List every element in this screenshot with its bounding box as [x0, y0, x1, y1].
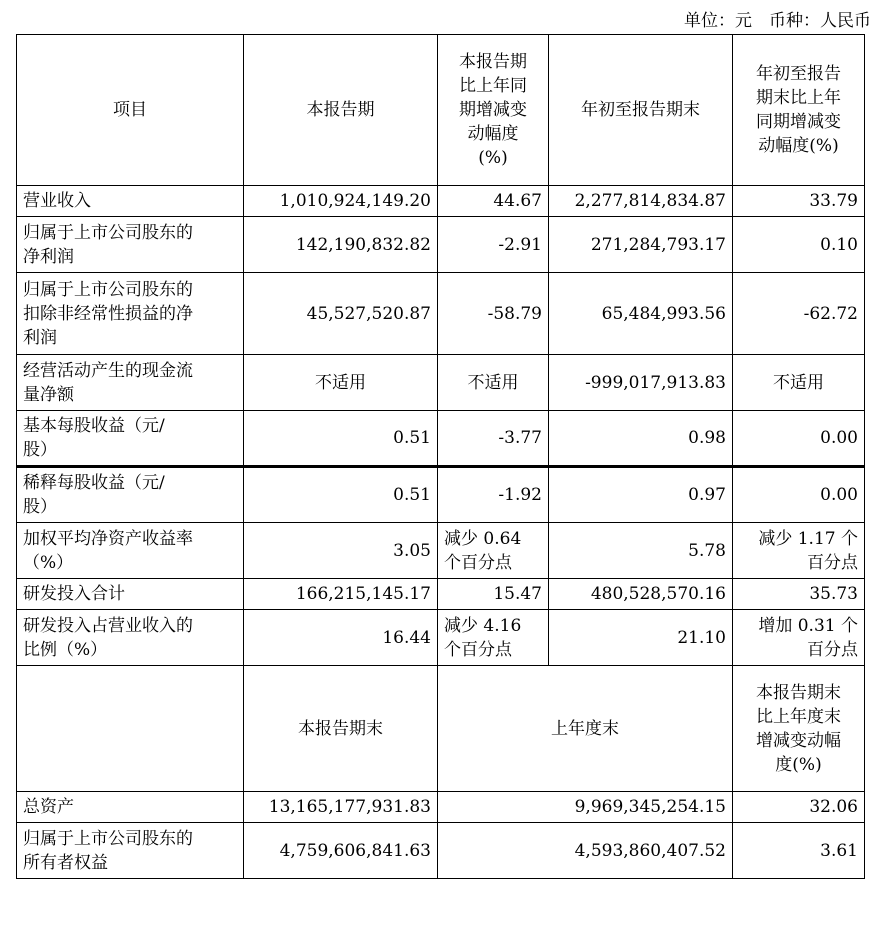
row-ytd: 271,284,793.17: [549, 217, 733, 273]
table-row: [17, 411, 865, 467]
row-current-change: 减少 0.64 个百分点: [438, 523, 549, 579]
row-ytd: 480,528,570.16: [549, 579, 733, 610]
table-row: [17, 579, 865, 610]
row-ytd: 0.98: [549, 411, 733, 467]
header-item: 项目: [17, 35, 244, 186]
row-ytd-change: 33.79: [733, 186, 865, 217]
header-prev-year-end: 上年度末: [438, 666, 733, 792]
row-current: 16.44: [244, 610, 438, 666]
row-current-change: 15.47: [438, 579, 549, 610]
row-current-change: 44.67: [438, 186, 549, 217]
row-item: 经营活动产生的现金流 量净额: [17, 355, 244, 411]
row-item: 归属于上市公司股东的 净利润: [17, 217, 244, 273]
table-row: [17, 467, 865, 523]
unit-currency-note: 单位：元 币种：人民币: [684, 11, 871, 31]
table-row: [17, 186, 865, 217]
row-period-end: 13,165,177,931.83: [244, 792, 438, 823]
row-ytd: 21.10: [549, 610, 733, 666]
header-period-end: 本报告期末: [244, 666, 438, 792]
row-change: 32.06: [733, 792, 865, 823]
row-current: 142,190,832.82: [244, 217, 438, 273]
row-item: 稀释每股收益（元/ 股）: [17, 467, 244, 523]
row-item: 基本每股收益（元/ 股）: [17, 411, 244, 467]
header-ytd: 年初至报告期末: [549, 35, 733, 186]
row-current-change: -1.92: [438, 467, 549, 523]
row-item: 研发投入合计: [17, 579, 244, 610]
row-ytd-change: 减少 1.17 个 百分点: [733, 523, 865, 579]
header-balance-change: 本报告期末 比上年度末 增减变动幅 度(%): [733, 666, 865, 792]
row-ytd: 0.97: [549, 467, 733, 523]
row-current: 3.05: [244, 523, 438, 579]
table-row: [17, 823, 865, 879]
row-current: 166,215,145.17: [244, 579, 438, 610]
financial-data-table: [16, 34, 865, 879]
row-ytd-change: 增加 0.31 个 百分点: [733, 610, 865, 666]
row-period-end: 4,759,606,841.63: [244, 823, 438, 879]
balance-header-row: [17, 666, 865, 792]
row-ytd-change: 0.00: [733, 467, 865, 523]
table-row: [17, 610, 865, 666]
row-current: 0.51: [244, 411, 438, 467]
header-ytd-change: 年初至报告 期末比上年 同期增减变 动幅度(%): [733, 35, 865, 186]
row-item: 总资产: [17, 792, 244, 823]
header-current-change: 本报告期 比上年同 期增减变 动幅度 (%): [438, 35, 549, 186]
row-item: 归属于上市公司股东的 所有者权益: [17, 823, 244, 879]
row-current: 0.51: [244, 467, 438, 523]
table-row: [17, 355, 865, 411]
table-row: [17, 217, 865, 273]
row-ytd-change: 0.00: [733, 411, 865, 467]
row-item: 加权平均净资产收益率 （%）: [17, 523, 244, 579]
row-ytd-change: 不适用: [733, 355, 865, 411]
row-current: 1,010,924,149.20: [244, 186, 438, 217]
row-item: 营业收入: [17, 186, 244, 217]
row-ytd: 5.78: [549, 523, 733, 579]
table-row: [17, 792, 865, 823]
header-current-period: 本报告期: [244, 35, 438, 186]
row-current-change: -58.79: [438, 273, 549, 355]
balance-header-item: [17, 666, 244, 792]
row-current-change: 不适用: [438, 355, 549, 411]
row-current-change: -2.91: [438, 217, 549, 273]
row-change: 3.61: [733, 823, 865, 879]
row-ytd: -999,017,913.83: [549, 355, 733, 411]
table-header-row: [17, 35, 865, 186]
row-ytd: 65,484,993.56: [549, 273, 733, 355]
row-item: 研发投入占营业收入的 比例（%）: [17, 610, 244, 666]
row-current-change: 减少 4.16 个百分点: [438, 610, 549, 666]
row-current-change: -3.77: [438, 411, 549, 467]
table-row: [17, 523, 865, 579]
row-prev-year-end: 9,969,345,254.15: [438, 792, 733, 823]
table-row: [17, 273, 865, 355]
row-ytd: 2,277,814,834.87: [549, 186, 733, 217]
row-prev-year-end: 4,593,860,407.52: [438, 823, 733, 879]
row-item: 归属于上市公司股东的 扣除非经常性损益的净 利润: [17, 273, 244, 355]
row-ytd-change: 35.73: [733, 579, 865, 610]
row-current: 不适用: [244, 355, 438, 411]
row-current: 45,527,520.87: [244, 273, 438, 355]
row-ytd-change: 0.10: [733, 217, 865, 273]
row-ytd-change: -62.72: [733, 273, 865, 355]
